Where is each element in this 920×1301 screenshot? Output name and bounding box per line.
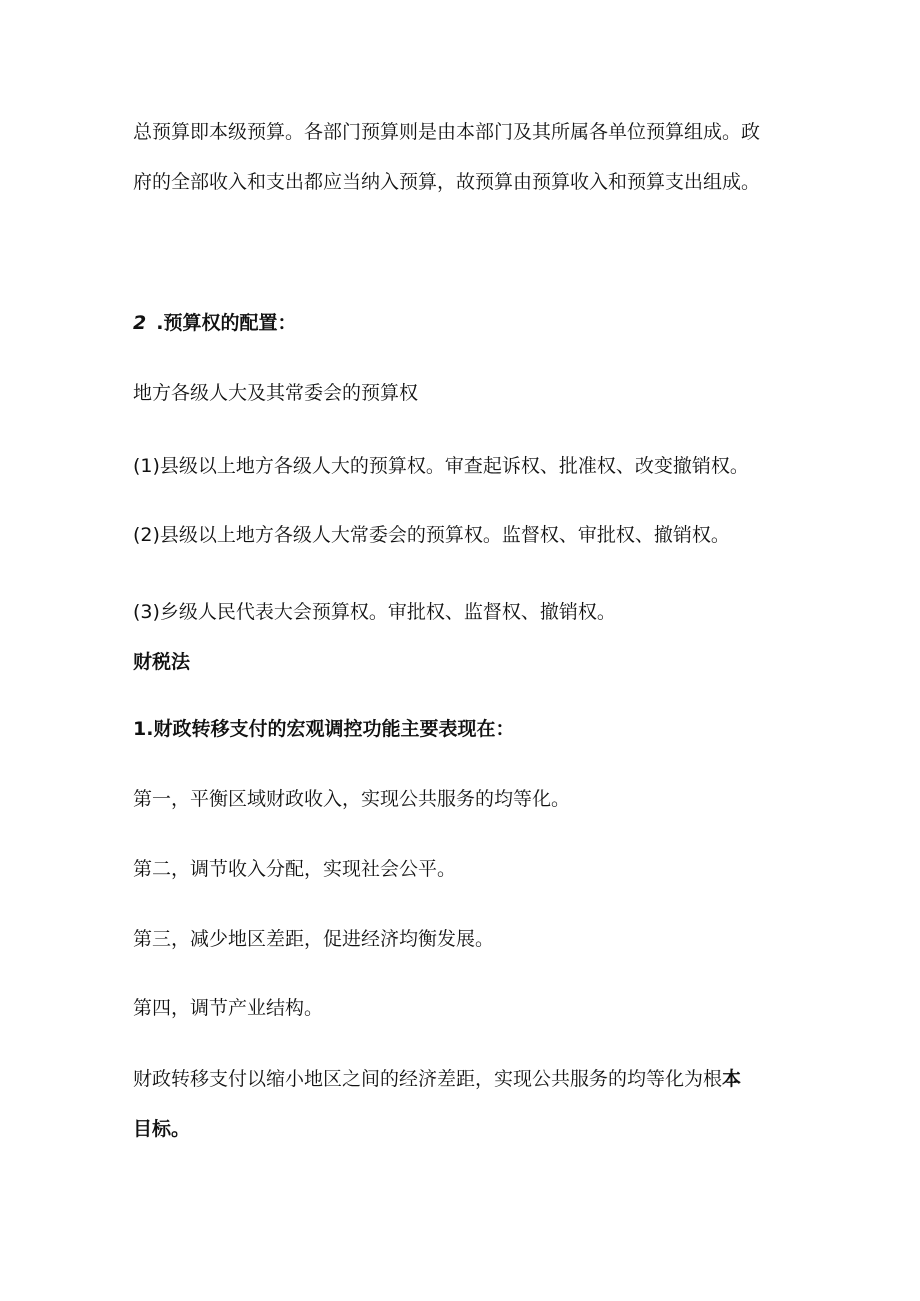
point-item: 第一，平衡区域财政收入，实现公共服务的均等化。 [133,788,571,810]
point-item: 第三，减少地区差距，促进经济均衡发展。 [133,928,495,950]
point-item: 第四，调节产业结构。 [133,997,324,1019]
summary-line-end: 目标。 [133,1118,191,1140]
point-item: 第二，调节收入分配，实现社会公平。 [133,858,457,880]
subsection-title: 地方各级人大及其常委会的预算权 [133,382,419,404]
question-heading: 1.财政转移支付的宏观调控功能主要表现在： [133,718,515,740]
section-title-tax-law: 财税法 [133,651,191,673]
paragraph-line: 总预算即本级预算。各部门预算则是由本部门及其所属各单位预算组成。政 [133,121,761,143]
summary-line [133,1067,741,1091]
list-item: (2)县级以上地方各级人大常委会的预算权。监督权、审批权、撤销权。 [133,524,730,546]
summary-bold-text: 本 [722,1068,742,1090]
summary-text: 财政转移支付以缩小地区之间的经济差距，实现公共服务的均等化为根 [133,1068,723,1090]
list-item: (3)乡级人民代表大会预算权。审批权、监督权、撤销权。 [133,601,616,623]
list-item: (1)县级以上地方各级人大的预算权。审查起诉权、批准权、改变撤销权。 [133,455,749,477]
section-heading [133,311,296,335]
paragraph-line: 府的全部收入和支出都应当纳入预算，故预算由预算收入和预算支出组成。 [133,171,761,193]
section-title: .预算权的配置： [156,312,297,334]
section-number: 2 [133,312,147,334]
